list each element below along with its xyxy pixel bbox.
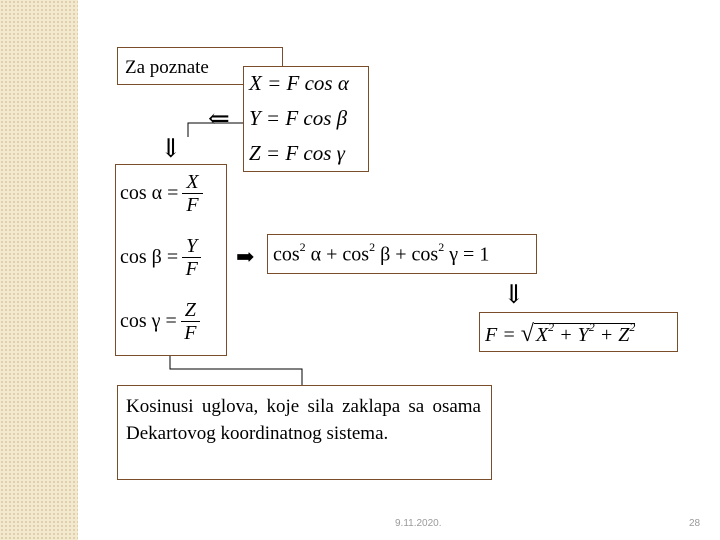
magnitude-formula: F = √ $X^2 + Y^2 + Z^2$ (485, 320, 636, 347)
component-z: Z = F cos γ (249, 141, 345, 165)
cosine-beta-numerator: Y (186, 235, 198, 257)
note-text: Kosinusi uglova, koje sila zaklapa sa osama Dekartovog koordinatnog sistema. (126, 396, 481, 444)
left-double-arrow-icon: ⇐ (208, 104, 230, 133)
note-box (117, 385, 492, 480)
cosine-gamma-numerator: Z (184, 299, 196, 321)
identity-box (267, 234, 537, 274)
footer-page-number: 28 (689, 518, 701, 529)
cosine-alpha-numerator: X (186, 171, 199, 193)
cosine-beta-row (120, 235, 201, 280)
components-box (243, 66, 369, 172)
component-y: Y = F cos β (249, 106, 348, 130)
cosine-gamma-denominator: F (184, 322, 197, 344)
direction-cosines-box (115, 164, 227, 356)
cosine-beta-denominator: F (185, 258, 198, 280)
magnitude-box (479, 312, 678, 352)
cosine-alpha-denominator: F (186, 194, 199, 216)
right-arrow-icon: ➡ (236, 244, 255, 269)
down-double-arrow-icon: ⇓ (503, 280, 525, 309)
cosine-alpha-row (120, 171, 203, 216)
cosine-beta-lhs: cos β = (120, 246, 179, 268)
known-label-text: Za poznate (125, 57, 209, 78)
identity-formula: $\cos^2 \alpha + \cos^2 \beta + \cos^2 \gamma = 1$ (273, 240, 490, 266)
component-x: X = F cos α (249, 71, 349, 95)
cosine-gamma-row (120, 299, 200, 344)
footer-date: 9.11.2020. (395, 518, 442, 529)
cosine-alpha-lhs: cos α = (120, 182, 179, 204)
cosine-gamma-lhs: cos γ = (120, 310, 177, 332)
decorative-sidebar (0, 0, 78, 540)
down-double-arrow-icon: ⇓ (160, 134, 182, 163)
